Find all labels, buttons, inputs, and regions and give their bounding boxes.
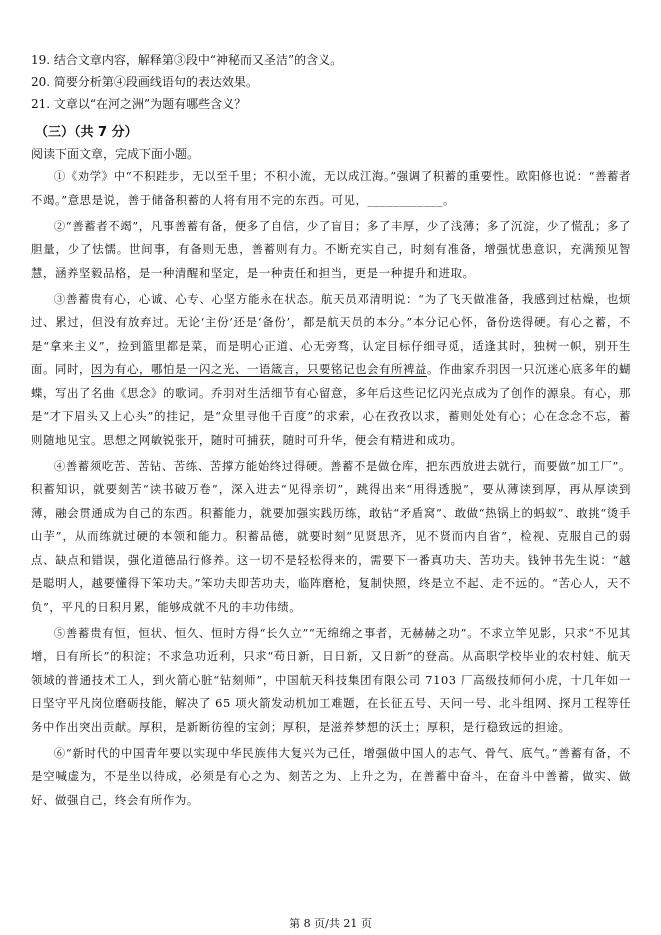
paragraph-text: ⑥“新时代的中国青年要以实现中华民族伟大复兴为己任，增强做中国人的志气、骨气、底气。”善蓄有备，不是空喊虚为，不是坐以待成，必须是有心之为、刻苦之为、上升之为，在善蓄中奋斗，在奋斗中善蓄，做实、做好、做强自己，终会有所作为。 <box>31 745 631 807</box>
article-paragraph <box>31 165 631 212</box>
paragraph-text: ③善蓄贵有心，心诚、心专、心坚方能永在状态。航天员邓清明说：“为了飞天做准备，我感到过枯燥，也烦过、累过，但没有放弃过。无论‘主份’还是‘备份’，都是航天员的本分。”本分记心怀，备份迭得硬。有心之蓄，不是“拿来主义”，捡到篮里都是菜，而是明心正道、心无旁骛，认定目标仔细寻觅，适逢其时，独树一帜，别开生面。同时， <box>31 291 631 376</box>
paragraph-text: ②“善蓄者不竭”，凡事善蓄有备，便多了自信，少了盲目；多了丰厚，少了浅薄；多了沉淀，少了慌乱；多了胆量，少了怯懦。世间事，有备则无患，善蓄则有力。不断充实自己，时刻有准备，增强忧患意识，充满预见智慧，涵养坚毅品格，是一种清醒和坚定，是一种责任和担当，更是一种提升和进取。 <box>31 218 631 280</box>
article-paragraph <box>31 288 631 453</box>
reading-instruction: 阅读下面文章，完成下面小题。 <box>31 147 200 161</box>
paragraph-text: ①《劝学》中“不积跬步，无以至千里；不积小流，无以成江海。”强调了积蓄的重要性。欧阳修也说：“善蓄者不竭。”意思是说，善于储备积蓄的人将有用不完的东西。可见，____________。 <box>31 169 631 207</box>
paragraph-text: 。作曲家乔羽因一只沉迷心底多年的蝴蝶，写出了名曲《思念》的歌词。乔羽对生活细节有心留意，多年后这些记忆闪光点成为了创作的源泉。有心，那是“才下眉头又上心头”的挂记，是“众里寻他千百度”的求索，心在孜孜以求，蓄则处处有心；心在念念不忘，蓄则随地见宝。思想之网敏锐张开，随时可捕获，随时可升华，便会有精进和成功。 <box>31 362 631 447</box>
question-20: 20. 简要分析第④段画线语句的表达效果。 <box>31 75 258 89</box>
section-title: （三）（共 7 分） <box>35 125 138 140</box>
article-paragraph <box>31 455 631 620</box>
article-paragraph <box>31 215 631 286</box>
article-body <box>31 165 631 815</box>
paragraph-text: ④善蓄须吃苦、苦钻、苦练、苦撑方能始终过得硬。善蓄不是做仓库，把东西放进去就行，而要做“加工厂”。积蓄知识，就要刻苦“读书破万卷”，深入进去“见得亲切”，跳得出来“用得透脱”，要从薄读到厚，再从厚读到薄，融会贯通成为自己的东西。积蓄能力，就要加强实践历练，敢钻“矛盾窝”、敢做“热锅上的蚂蚁”、敢挑“烫手山芋”，从而练就过硬的本领和能力。积蓄品德，就要时刻“见贤思齐，见不贤而内自省”，检视、克服自己的弱点、缺点和错误，强化道德品行修养。这一切不是轻松得来的，需要下一番真功夫、苦功夫。钱钟书先生说：“越是聪明人，越要懂得下笨功夫。”笨功夫即苦功夫，临阵磨枪，复制快照，终是立不起、走不远的。“苦心人，天不负”，平凡的日积月累，能够成就不凡的丰功伟绩。 <box>31 458 631 614</box>
question-21: 21. 文章以“在河之洲”为题有哪些含义？ <box>31 97 247 111</box>
question-19: 19. 结合文章内容，解释第③段中“神秘而又圣洁”的含义。 <box>31 53 343 67</box>
article-paragraph <box>31 622 631 740</box>
paragraph-text: ⑤善蓄贵有恒，恒状、恒久、恒时方得“长久立”“无绵绵之事者，无赫赫之功”。不求立竿见影，只求“不见其增，日有所长”的积淀；不求急功近利，只求“苟日新，日日新，又日新”的登高。从高职学校毕业的农村娃、航天领域的普通技术工人，到火箭心脏“钻刻师”，中国航天科技集团有限公司 7103 厂高级技师何小虎，十几年如一日坚守平凡岗位磨砺技能，解决了 65 项火箭发动机加工难题，在长征五号、天问一号、北斗组网、探月工程等任务中作出突出贡献。厚积，是新断彷徨的宝剑；厚积，是滋养梦想的沃土；厚积，是行稳致远的担途。 <box>31 625 631 734</box>
page-number: 第 8 页/共 21 页 <box>289 917 372 930</box>
underlined-sentence: 因为有心，哪怕是一闪之光、一语箴言，只要铭记也会有所裨益 <box>91 362 427 376</box>
article-paragraph <box>31 742 631 813</box>
